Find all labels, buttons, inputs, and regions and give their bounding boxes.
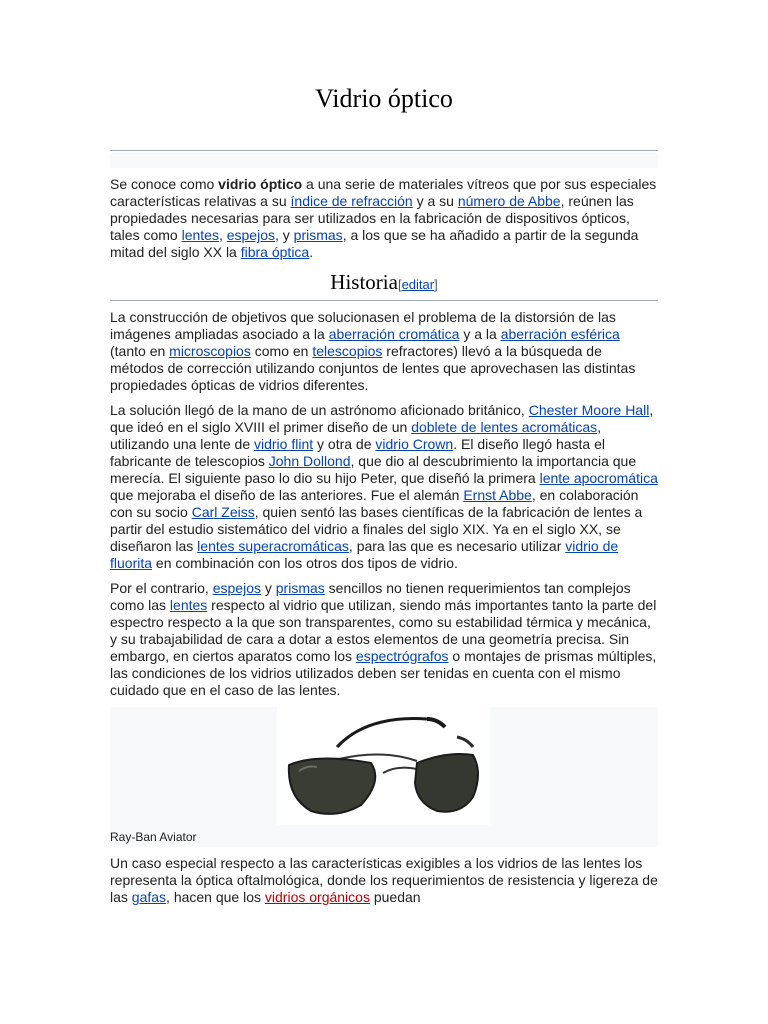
link-fibra-optica[interactable]: fibra óptica bbox=[240, 244, 310, 260]
sunglasses-icon bbox=[277, 707, 490, 825]
link-indice-refraccion[interactable]: índice de refracción bbox=[290, 193, 413, 209]
link-lentes-superacromaticas[interactable]: lentes superacromáticas bbox=[197, 538, 349, 554]
link-prismas-2[interactable]: prismas bbox=[275, 580, 325, 596]
link-carl-zeiss[interactable]: Carl Zeiss bbox=[191, 504, 255, 520]
link-vidrio-crown[interactable]: vidrio Crown bbox=[375, 436, 454, 452]
text: , quien sentó las bases científicas de la fabricación de lentes a partir del estudio sistemático del vidrio a finales del siglo XIX. Ya en el siglo XX, se diseñaron las bbox=[110, 504, 643, 554]
link-vidrio-fluorita[interactable]: vidrio de fluorita bbox=[110, 538, 619, 571]
link-lentes-2[interactable]: lentes bbox=[169, 597, 208, 613]
text: Un caso especial respecto a las características exigibles a los vidrios de las lentes los representa la óptica oftalmológica, donde los requerimientos de resistencia y ligereza de las bbox=[110, 855, 658, 905]
paragraph-4 bbox=[110, 855, 658, 906]
text: y a su bbox=[412, 193, 458, 209]
text: refractores) llevó a la búsqueda de métodos de corrección utilizando conjuntos de lentes que aprovechasen las distintas propiedades ópticas de vidrios diferentes. bbox=[110, 343, 636, 393]
title-divider bbox=[110, 150, 658, 151]
bracket: [ bbox=[397, 277, 402, 292]
text: , utilizando una lente de bbox=[110, 419, 602, 452]
text: La solución llegó de la mano de un astrónomo aficionado británico, bbox=[110, 402, 529, 418]
sunglasses-image[interactable] bbox=[277, 707, 490, 825]
link-gafas[interactable]: gafas bbox=[131, 889, 167, 905]
text: y otra de bbox=[313, 436, 376, 452]
link-telescopios[interactable]: telescopios bbox=[312, 343, 383, 359]
link-numero-abbe[interactable]: número de Abbe bbox=[457, 193, 561, 209]
text: La construcción de objetivos que solucionasen el problema de la distorsión de las imágenes ampliadas asociado a la bbox=[110, 309, 616, 342]
link-john-dollond[interactable]: John Dollond bbox=[268, 453, 351, 469]
link-espectrografos[interactable]: espectrógrafos bbox=[355, 648, 449, 664]
text: y bbox=[260, 580, 276, 596]
text: , que ideó en el siglo XVIII el primer diseño de un bbox=[110, 402, 654, 435]
link-aberracion-cromatica[interactable]: aberración cromática bbox=[328, 326, 460, 342]
text: , reúnen las propiedades necesarias para ser utilizados en la fabricación de dispositivos ópticos, tales como bbox=[110, 193, 634, 243]
section-title: Historia bbox=[330, 270, 398, 294]
text: a una serie de materiales vítreos que por sus especiales características relativas a su bbox=[110, 176, 657, 209]
text: . El diseño llegó hasta el fabricante de telescopios bbox=[110, 436, 605, 469]
text: , en colaboración con su socio bbox=[110, 487, 639, 520]
bracket: ] bbox=[434, 277, 438, 292]
intro-paragraph bbox=[110, 176, 658, 261]
text: , que dio al descubrimiento la importancia que merecía. El siguiente paso lo dio su hijo Peter, que diseñó la primera bbox=[110, 453, 637, 486]
bold-term: vidrio óptico bbox=[218, 176, 303, 192]
text: Por el contrario, bbox=[110, 580, 213, 596]
text: en combinación con los otros dos tipos de vidrio. bbox=[152, 555, 458, 571]
text: respecto al vidrio que utilizan, siendo más importantes tanto la parte del espectro respecto a la que son transparentes, como su estabilidad térmica y mecánica, y su trabajabilidad de cara a dotar a estos elementos de una geometría precisa. Sin embargo, en ciertos aparatos como los bbox=[110, 597, 657, 664]
text: Se conoce como bbox=[110, 176, 219, 192]
paragraph-3 bbox=[110, 580, 658, 699]
link-lentes[interactable]: lentes bbox=[181, 227, 219, 243]
link-prismas[interactable]: prismas bbox=[293, 227, 343, 243]
text: como en bbox=[250, 343, 313, 359]
link-espejos-2[interactable]: espejos bbox=[212, 580, 261, 596]
text: y a la bbox=[459, 326, 501, 342]
text: (tanto en bbox=[110, 343, 170, 359]
text: , a los que se ha añadido a partir de la segunda mitad del siglo XX la bbox=[110, 227, 639, 260]
text: , hacen que los bbox=[166, 889, 265, 905]
paragraph-2 bbox=[110, 402, 658, 572]
text: . bbox=[309, 244, 314, 260]
section-heading-historia bbox=[110, 269, 658, 301]
text: , y bbox=[275, 227, 294, 243]
figure-rayban bbox=[110, 707, 658, 847]
edit-link[interactable]: editar bbox=[401, 277, 435, 292]
link-aberracion-esferica[interactable]: aberración esférica bbox=[500, 326, 620, 342]
link-ernst-abbe[interactable]: Ernst Abbe bbox=[463, 487, 532, 503]
text: o montajes de prismas múltiples, las condiciones de los vidrios utilizados deben ser tenidas en cuenta con el mismo cuidado que en el caso de las lentes. bbox=[110, 648, 657, 698]
notice-bar bbox=[110, 153, 658, 168]
link-doblete-acromatico[interactable]: doblete de lentes acromáticas bbox=[411, 419, 598, 435]
text: , bbox=[218, 227, 227, 243]
text: sencillos no tienen requerimientos tan complejos como las bbox=[110, 580, 631, 613]
link-vidrio-flint[interactable]: vidrio flint bbox=[254, 436, 314, 452]
text: , para las que es necesario utilizar bbox=[348, 538, 566, 554]
link-vidrios-organicos[interactable]: vidrios orgánicos bbox=[264, 889, 370, 905]
link-chester-moore-hall[interactable]: Chester Moore Hall bbox=[528, 402, 650, 418]
link-lente-apocromatica[interactable]: lente apocromática bbox=[539, 470, 658, 486]
edit-section bbox=[398, 277, 438, 292]
paragraph-1 bbox=[110, 309, 658, 394]
article-body bbox=[110, 176, 658, 914]
link-microscopios[interactable]: microscopios bbox=[169, 343, 251, 359]
link-espejos[interactable]: espejos bbox=[226, 227, 275, 243]
text: puedan bbox=[369, 889, 421, 905]
text: que mejoraba el diseño de las anteriores. Fue el alemán bbox=[110, 487, 464, 503]
figure-caption: Ray-Ban Aviator bbox=[110, 830, 197, 844]
page-title: Vidrio óptico bbox=[315, 84, 453, 113]
